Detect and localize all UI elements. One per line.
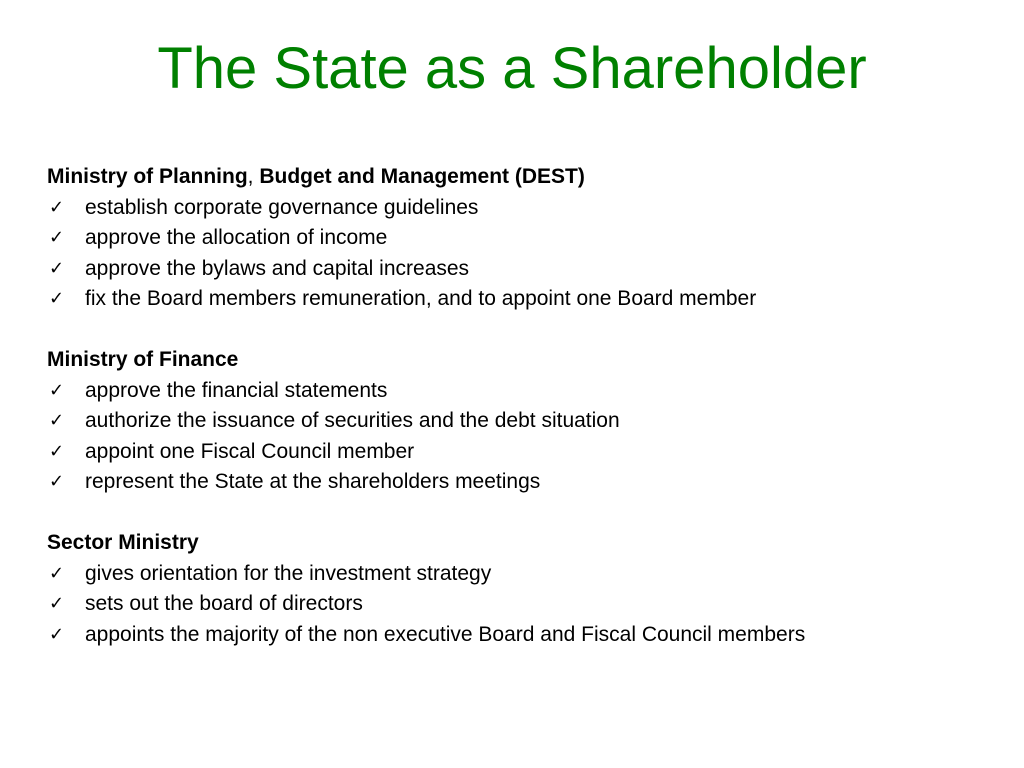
list-item <box>47 406 1007 437</box>
list-item <box>47 223 1007 254</box>
check-mark-icon: ✓ <box>49 593 65 614</box>
section-sector <box>47 528 1007 650</box>
list-item-text: approve the financial statements <box>85 378 388 402</box>
section-spacer <box>47 498 1007 529</box>
section-heading-finance: Ministry of Finance <box>47 348 239 371</box>
check-mark-icon: ✓ <box>49 257 65 279</box>
list-item <box>47 193 1007 224</box>
list-item-text: authorize the issuance of securities and the debt situation <box>85 409 620 432</box>
check-mark-icon: ✓ <box>49 227 65 248</box>
list-item-text: appoint one Fiscal Council member <box>85 439 415 463</box>
list-item <box>47 254 1007 285</box>
section-heading-planning-part1: Ministry of Planning <box>47 165 248 188</box>
check-mark-icon: ✓ <box>49 440 65 462</box>
list-item-text: fix the Board members remuneration, and to appoint one Board member <box>85 287 757 310</box>
slide-title: The State as a Shareholder <box>157 36 867 101</box>
list-item-text: represent the State at the shareholders meetings <box>85 470 541 493</box>
section-heading-sector: Sector Ministry <box>47 531 199 554</box>
check-mark-icon: ✓ <box>49 471 65 492</box>
list-item-text: establish corporate governance guidelines <box>85 195 479 219</box>
section-finance <box>47 345 1007 498</box>
list-item <box>47 589 1007 620</box>
list-item <box>47 284 1007 315</box>
slide-content <box>47 162 1007 650</box>
section-heading-planning-part2: Budget and Management (DEST) <box>259 165 585 188</box>
list-item <box>47 467 1007 498</box>
list-item-text: appoints the majority of the non executive Board and Fiscal Council members <box>85 622 806 646</box>
check-mark-icon: ✓ <box>49 288 65 309</box>
section-planning <box>47 162 1007 315</box>
check-mark-icon: ✓ <box>49 562 65 584</box>
check-mark-icon: ✓ <box>49 196 65 218</box>
list-item <box>47 376 1007 407</box>
section-heading-planning-separator: , <box>247 165 260 188</box>
section-spacer <box>47 315 1007 346</box>
list-item-text: sets out the board of directors <box>85 592 363 615</box>
list-item-text: gives orientation for the investment strategy <box>85 561 492 585</box>
check-mark-icon: ✓ <box>49 379 65 401</box>
list-item <box>47 437 1007 468</box>
list-item-text: approve the bylaws and capital increases <box>85 256 470 280</box>
section-heading-planning <box>47 162 1007 193</box>
check-mark-icon: ✓ <box>49 623 65 645</box>
list-item <box>47 620 1007 651</box>
check-mark-icon: ✓ <box>49 410 65 431</box>
list-item <box>47 559 1007 590</box>
list-item-text: approve the allocation of income <box>85 226 388 249</box>
